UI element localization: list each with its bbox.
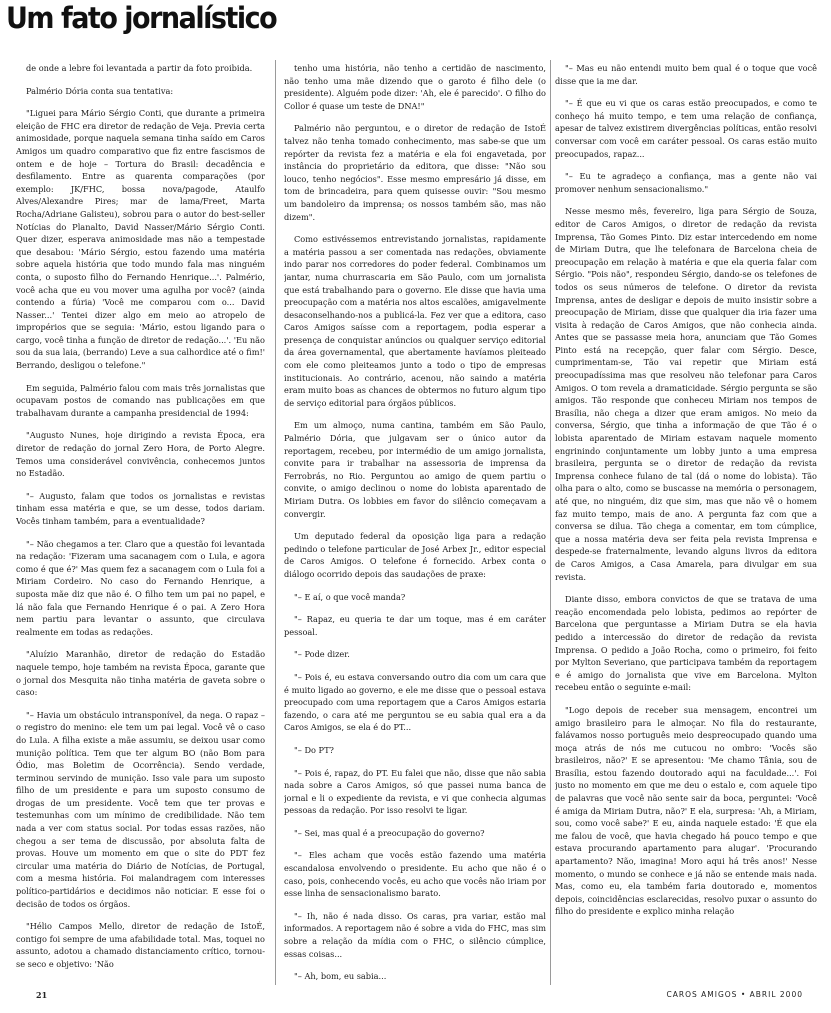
paragraph: "Hélio Campos Mello, diretor de redação de IstoÉ, contigo foi sempre de uma afabilidade total. Mas, toquei no assunto, adotou a chamado distanciamento crítico, tornou-se seco e objetivo: 'Não — [16, 921, 265, 969]
column-divider — [550, 60, 551, 985]
paragraph: tenho uma história, não tenho a certidão de nascimento, não tenho uma mãe dizendo que o garoto é filho dele (o presidente). Alguém pode dizer: 'Ah, ele é parecido'. O filho do Collor é quase um teste de DNA!" — [284, 63, 546, 111]
paragraph: de onde a lebre foi levantada a partir da foto proibida. — [26, 63, 253, 73]
text-column-3 — [555, 62, 817, 982]
paragraph: Diante disso, embora convictos de que se tratava de uma reação encomendada pelo lobista, pedimos ao repórter de Barcelona que perguntasse a Miriam Dutra se ela havia pedido a intercessão do diretor de redação da revista Imprensa. O pedido a João Rocha, como o primeiro, foi feito por Mylton Severiano, que participava também da reportagem e é amigo do jornalista que vive em Barcelona. Mylton recebeu então o seguinte e-mail: — [555, 594, 817, 693]
paragraph: "– Pode dizer. — [294, 649, 350, 660]
paragraph: Em seguida, Palmério falou com mais três jornalistas que ocupavam postos de comando nas publicações em que trabalhavam durante a campanha presidencial de 1994: — [16, 382, 265, 418]
paragraph: "– Eu te agradeço a confiança, mas a gente não vai promover nenhum sensacionalismo." — [555, 171, 817, 194]
paragraph: Como estivéssemos entrevistando jornalistas, rapidamente a matéria passou a ser comentada nas redações, obviamente indo parar nos corredores do poder federal. Combinamos um jantar, numa churrascaria em São Paulo, com um jornalista que está trabalhando para o governo. Ele disse que havia uma preocupação com a matéria nos altos escalões, amigavelmente desaconselhando-nos a publicá-la. Fez ver que a editora, caso Caros Amigos saísse com a reportagem, podia esperar a presença de conquistar anúncios ou qualquer serviço editorial da área governamental, que abertamente havíamos pleiteado com ele como pleiteamos junto a todo o tipo de empresas institucionais. Ao contrário, acenou, não saindo a matéria eram muito boas as chances de obtermos no futuro algum tipo de serviço editorial para órgãos públicos. — [284, 234, 546, 408]
paragraph: Um deputado federal da oposição liga para a redação pedindo o telefone particular de José Arbex Jr., editor especial de Caros Amigos. O telefone é fornecido. Arbex conta o diálogo ocorrido depois das saudações de praxe: — [284, 531, 546, 579]
paragraph: "– Eles acham que vocês estão fazendo uma matéria escandalosa envolvendo o presidente. Eu acho que não é o caso, pois, conhecendo vocês, eu acho que vocês não iriam por esse linha de sensacionalismo barato. — [284, 850, 546, 899]
column-divider — [275, 60, 276, 985]
paragraph: "– Ah, bom, eu sabia... — [294, 971, 387, 982]
text-column-2 — [284, 62, 546, 982]
paragraph: "Augusto Nunes, hoje dirigindo a revista Época, era diretor de redação do jornal Zero Hora, de Porto Alegre. Temos uma considerável convivência, conhecemos juntos no Estadão. — [16, 430, 265, 479]
paragraph: "– Havia um obstáculo intransponível, da nega. O rapaz – o registro do menino: ele tem um pai legal. Você vê o caso do Lula. A filha existe a mãe assumiu, se deixou usar como munição política. Tem que ter algum BO (não Bom para Ódio, mas Boletim de Ocorrência). Sendo verdade, terminou servindo de munição. Isso vale para um suposto filho de um presidente e para um suposto consumo de drogas de um presidente. Você tem que ter provas e testemunhas com um mínimo de credibilidade. Não tem nada a ver com status social. Por todas essas razões, não chegou a ser tema de discussão, por absoluta falta de provas. Houve um momento em que o site do PDT fez circular uma matéria do Diário de Notícias, de Portugal, com a mesma história. Foi malandragem com interesses político-partidários e decidimos não noticiar. E esse foi o decisão de todos os órgãos. — [16, 709, 265, 909]
paragraph: "– É que eu vi que os caras estão preocupados, e como te conheço há muito tempo, e tem uma relação de confiança, apesar de talvez existirem divergências políticas, então resolvi conversar com você em caráter pessoal. Os caras estão muito preocupados, rapaz... — [555, 98, 817, 159]
paragraph: "Aluízio Maranhão, diretor de redação do Estadão naquele tempo, hoje também na revista Época, garante que o jornal dos Mesquita não tinha matéria de gaveta sobre o caso: — [16, 649, 265, 698]
paragraph: Palmério não perguntou, e o diretor de redação de IstoÉ talvez não tenha tomado conhecimento, mas sabe-se que um repórter da revista fez a matéria e ela foi engavetada, por instância do proprietário da editora, que disse: "Não sou louco, tenho negócios". Esse mesmo empresário já disse, em tom de brincadeira, para quem quisesse ouvir: "Sou mesmo um bandoleiro da imprensa; os nossos também são, mas não dizem". — [284, 123, 546, 222]
paragraph: "– Rapaz, eu queria te dar um toque, mas é em caráter pessoal. — [284, 614, 546, 637]
magazine-footer: CAROS AMIGOS • ABRIL 2000 — [666, 990, 803, 999]
text-column-1 — [16, 62, 265, 982]
paragraph: "– Pois é, rapaz, do PT. Eu falei que não, disse que não sabia nada sobre a Caros Amigos, só que passei numa banca de jornal e li o expediente da revista, e vi que conhecia algumas pessoas da redação. Por isso resolvi te ligar. — [284, 767, 546, 816]
paragraph: "– Augusto, falam que todos os jornalistas e revistas tinham essa matéria e que, se um desse, todos dariam. Vocês tinham também, para a eventualidade? — [16, 490, 265, 526]
paragraph: "Liguei para Mário Sérgio Conti, que durante a primeira eleição de FHC era diretor de redação de Veja. Previa certa animosidade, porque naquela semana tinha saído em Caros Amigos um quadro comparativo que fiz entre fascismos de ontem e de hoje – Tortura do Brasil: decadência e desfilamento. Entre as quarenta comparações (por exemplo: JK/FHC, bossa nova/pagode, Ataulfo Alves/Alexandre Pires; mar de lama/Freet, Marta Rocha/Adriane Galisteu), sobrou para o autor do best-seller Notícias do Planalto, David Nasser/Mário Sérgio Conti. Quer dizer, esperava animosidade mas não a tempestade que desabou: 'Mário Sérgio, estou fazendo uma matéria sobre aquela história que todo mundo fala mas ninguém conta, o suposto filho do Fernando Henrique...'. Palmério, você acha que eu vou mover uma agulha por você? (ainda contendo a fúria) 'Você me comparou com o... David Nasser...' Tentei dizer algo em meio ao atropelo de impropérios que se seguia: 'Mário, estou ligando para o cargo, você tinha a função de diretor de redação...'. 'Eu não sou da sua laia, (berrando) Leve a sua calhordice até o fim!' Berrando, desligou o telefone." — [16, 108, 265, 371]
article-title: Um fato jornalístico — [6, 1, 277, 36]
paragraph: "– Mas eu não entendi muito bem qual é o toque que você disse que ia me dar. — [555, 63, 817, 86]
paragraph: "– Não chegamos a ter. Claro que a questão foi levantada na redação: 'Fizeram uma sacanagem com o Lula, e agora como é que é?' Mas quem fez a sacanagem com o Lula foi a Miriam Cordeiro. No caso do Fernando Henrique, a suposta mãe diz que não é. O filho tem um pai no papel, e lá não fala que Fernando Henrique é o pai. A Zero Hora nem partiu para levantar o assunto, que circulava realmente em todas as redações. — [16, 538, 265, 637]
paragraph: Nesse mesmo mês, fevereiro, liga para Sérgio de Souza, editor de Caros Amigos, o diretor de redação da revista Imprensa, Tão Gomes Pinto. Diz estar intercedendo em nome de Miriam Dutra, que lhe telefonara de Barcelona cheia de preocupação em relação à matéria e que ela queria falar com Sérgio. "Pois não", respondeu Sérgio, dando-se os telefones de todos os seus números de telefone. O diretor da revista Imprensa, antes de desligar e depois de muito insistir sobre a preocupação de Miriam, disse que qualquer dia iria fazer uma visita à redação de Caros Amigos, que não conhecia ainda. Antes que se passasse meia hora, anunciam que Tão Gomes Pinto está na recepção, quer falar com Sérgio. Desce, cumprimentam-se, Tão vai repetir que Miriam está preocupadíssima mas que resolveu não telefonar para Caros Amigos. O tom revela a dramaticidade. Sérgio pergunta se são amigos. Tão responde que conheceu Miriam nos tempos de Brasília, não chega a dizer que eram amigos. No meio da conversa, Sérgio, que tinha a informação de que Tão é o lobista aparentado de Miriam estavam naquele momento engrinindo conjuntamente um lobby junto a uma empresa brasileira, pergunta se o diretor de redação da revista Imprensa conhece fulano de tal (dá o nome do lobista). Tão olha para o alto, como se buscasse na memória o personagem, até que, no ninguém, diz que sim, mas que não vê o homem faz muito tempo, mais de ano. A pergunta faz com que a conversa se dilua. Tão chega a comentar, em tom cúmplice, que a nossa matéria deva ser feita pela revista Imprensa e despede-se fraternalmente, levando alguns livros da editora de Caros Amigos, a Casa Amarela, para divulgar em sua revista. — [555, 206, 817, 582]
paragraph: "– E aí, o que você manda? — [294, 591, 406, 602]
paragraph: "– Do PT? — [294, 744, 334, 755]
paragraph: "Logo depois de receber sua mensagem, encontrei um amigo brasileiro para le almoçar. No fila do restaurante, falávamos nosso português meio despreocupado quando uma moça atrás de nós me cutucou no ombro: 'Vocês são brasileiros, não?' E se apresentou: 'Me chamo Tânia, sou de Brasília, estou fazendo doutorado aqui na faculdade...'. Foi justo no momento em que me deu o estalo e, com aquele tipo de palavras que você não sente sair da boca, perguntei: 'Você é amiga da Miriam Dutra, não?' E ela, surpresa: 'Ah, a Miriam, sou, como você sabe?' E eu, ainda naquele estado: 'É que ela me falou de você, que havia chegado há pouco tempo e que estava procurando apartamento para alugar'. 'Procurando apartamento? Não, imagina! Moro aqui há três anos!' Nesse momento, o mundo se conhece e já não se entende mais nada. Mas, como eu, ela também faria doutorado e, momentos depois, coincidências esclarecidas, resolvo puxar o assunto do filho do presidente e explico minha relação — [555, 704, 817, 917]
paragraph: "– Pois é, eu estava conversando outro dia com um cara que é muito ligado ao governo, e ele me disse que o pessoal estava preocupado com uma reportagem que a Caros Amigos estaria fazendo, o cara até me perguntou se eu sabia qual era a da Caros Amigos, se ela é do PT... — [284, 671, 546, 733]
page-number: 21 — [36, 990, 48, 1000]
paragraph: Em um almoço, numa cantina, também em São Paulo, Palmério Dória, que julgavam ser o único autor da reportagem, recebeu, por intermédio de um amigo jornalista, convite para ir trabalhar na assessoria de imprensa da Ferrobrás, no Rio. Perguntou ao amigo de quem partiu o convite, o amigo declinou o nome do lobista aparentado de Miriam Dutra. Os lobbies em favor do silêncio começavam a convergir. — [284, 420, 546, 519]
paragraph: "– Ih, não é nada disso. Os caras, pra variar, estão mal informados. A reportagem não é sobre a vida do FHC, mas sim sobre a relação da mídia com o FHC, o silêncio cúmplice, essas coisas... — [284, 910, 546, 959]
paragraph: Palmério Dória conta sua tentativa: — [26, 85, 174, 96]
paragraph: "– Sei, mas qual é a preocupação do governo? — [294, 827, 485, 838]
